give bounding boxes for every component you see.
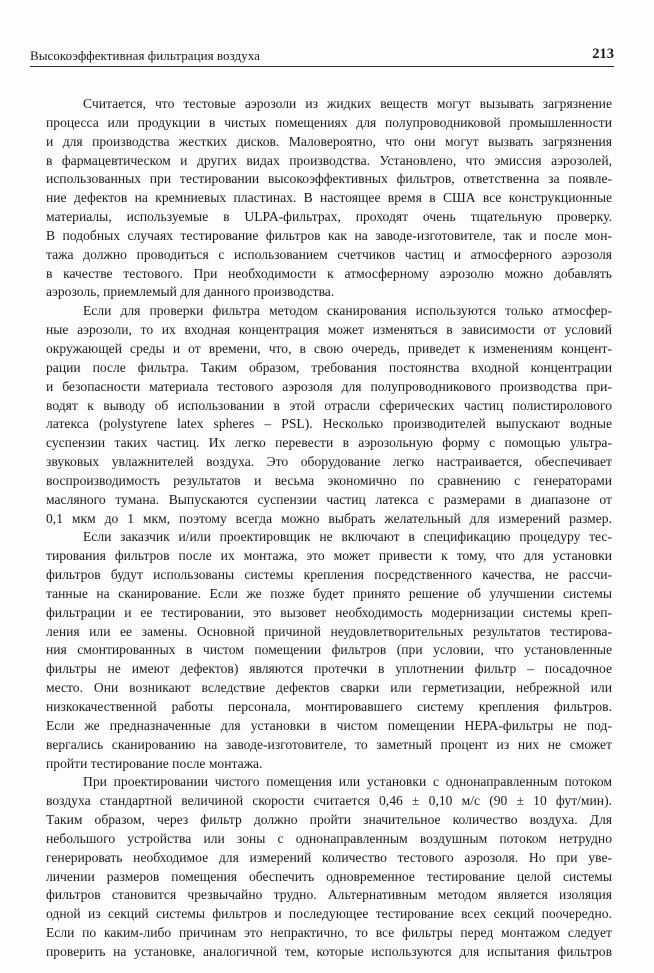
text-line: фильтров будут использованы системы крепления посредственного качества, не рассчи- — [46, 567, 612, 583]
text-line: аэрозоль, приемлемый для данного производства. — [46, 284, 335, 300]
text-line: низкокачественной работы персонала, монтировавшего систему крепления фильтров. — [46, 699, 612, 714]
text-line: В подобных случаях тестирование фильтров как на заводе-изготовителе, так и после мон- — [46, 227, 612, 243]
text-line: проверить на установке, аналогичной тем, которые используются для испытания фильтров — [46, 943, 612, 959]
text-line: воспроизводимость результатов и весьма экономично по сравнению с генераторами — [46, 472, 612, 488]
text-line: и безопасности материала тестового аэрозоля для полупроводникового производства при- — [46, 378, 612, 394]
text-line: одной из секций системы фильтров и последующее тестирование всех секций поочередно. — [46, 906, 612, 922]
text-line: и для производства жестких дисков. Маловероятно, что они могут вызвать загрязнения — [46, 133, 612, 149]
text-line: танные на сканирование. Если же позже будет принято решение об улучшении системы — [46, 585, 612, 601]
text-line: Таким образом, через фильтр должно пройти значительное количество воздуха. Для — [46, 812, 612, 828]
text-line: Если по каким-либо причинам это непрактично, то все фильтры перед монтажом следует — [46, 925, 612, 941]
paragraph-1 — [46, 95, 612, 302]
text-line: Если заказчик и/или проектировщик не включают в спецификацию процедуру тес- — [83, 529, 612, 545]
text-line: пройти тестирование после монтажа. — [46, 755, 263, 771]
text-line: воздуха стандартной величиной скорости считается 0,46 ± 0,10 м/с (90 ± 10 фут/мин). — [46, 793, 612, 809]
paragraph-2 — [46, 302, 612, 528]
page-number: 213 — [592, 46, 614, 62]
text-line: вергались сканированию на заводе-изготовителе, то заметный процент из них не сможет — [46, 736, 612, 752]
body-text — [46, 95, 612, 962]
text-line: в качестве тестового. При необходимости к атмосферному аэрозолю можно добавлять — [46, 265, 612, 281]
text-line: фильтры не имеют дефектов) являются протечки в уплотнении фильтр – посадочное — [46, 661, 612, 677]
text-line: ния смонтированных в чистом помещении фильтров (при условии, что установленные — [46, 642, 612, 658]
text-line: Если же предназначенные для установки в чистом помещении НЕРА-фильтры не под- — [46, 717, 612, 733]
text-line: При проектировании чистого помещения или установки с однонаправленным потоком — [83, 774, 612, 790]
text-line: фильтров становится чрезвычайно трудно. Альтернативным методом является изоляция — [46, 887, 612, 903]
text-line: ления или ее замены. Основной причиной неудовлетворительных результатов тестирова- — [46, 623, 612, 639]
running-title: Высокоэффективная фильтрация воздуха — [30, 48, 260, 63]
text-line: водят к выводу об использовании в этой отрасли сферических частиц полистиролового — [46, 397, 612, 413]
text-line: в фармацевтическом и других видах производства. Установлено, что эмиссия аэрозолей, — [46, 152, 612, 168]
text-line: материалы, используемые в ULPA-фильтрах, проходят очень тщательную проверку. — [46, 209, 612, 225]
text-line: ние дефектов на кремниевых пластинах. В настоящее время в США все конструкционные — [46, 190, 612, 206]
text-line: небольшого устройства или зоны с однонаправленным воздушным потоком нетрудно — [46, 830, 612, 846]
running-header — [30, 46, 614, 67]
text-line: ные аэрозоли, то их входная концентрация может изменяться в зависимости от условий — [46, 322, 612, 338]
text-line: генерировать необходимое для измерений количество тестового аэрозоля. Но при уве- — [46, 849, 612, 865]
text-line: звуковых увлажнителей воздуха. Это оборудование легко настраивается, обеспечивает — [46, 454, 612, 470]
text-line: 0,1 мкм до 1 мкм, поэтому всегда можно выбрать желательный для измерений размер. — [46, 510, 612, 526]
text-line: место. Они возникают вследствие дефектов сварки или герметизации, небрежной или — [46, 680, 612, 696]
text-line: масляного тумана. Выпускаются суспензии частиц латекса с размерами в диапазоне от — [46, 491, 612, 507]
text-line: фильтрации и ее тестировании, это вызовет необходимость модернизации системы креп- — [46, 604, 612, 620]
text-line: суспензии таких частиц. Их легко перевести в аэрозольную форму с помощью ультра- — [46, 435, 612, 451]
text-line: рации после фильтра. Таким образом, требования постоянства входной концентрации — [46, 359, 612, 375]
text-line: личении размеров помещения обеспечить одновременное тестирование целой системы — [46, 868, 612, 884]
text-line: использованных при тестировании высокоэффективных фильтров, ответственна за появле- — [46, 171, 612, 187]
text-line: окружающей среды и от времени, что, в свою очередь, приведет к изменениям концент- — [46, 340, 612, 356]
text-line: латекса (polystyrene latex spheres – PSL). Несколько производителей выпускают водные — [46, 416, 612, 432]
text-line: Считается, что тестовые аэрозоли из жидких веществ могут вызывать загрязнение — [83, 96, 612, 111]
paragraph-4 — [46, 773, 612, 961]
text-line: процесса или продукции в чистых помещениях для полупроводниковой промышленности — [46, 114, 612, 130]
paragraph-3 — [46, 528, 612, 773]
text-line: Если для проверки фильтра методом сканирования используются только атмосфер- — [83, 303, 612, 319]
text-line: тирования фильтров после их монтажа, это может привести к тому, что для установки — [46, 548, 612, 564]
text-line: тажа должно проводиться с использованием счетчиков частиц и атмосферного аэрозоля — [46, 246, 612, 262]
